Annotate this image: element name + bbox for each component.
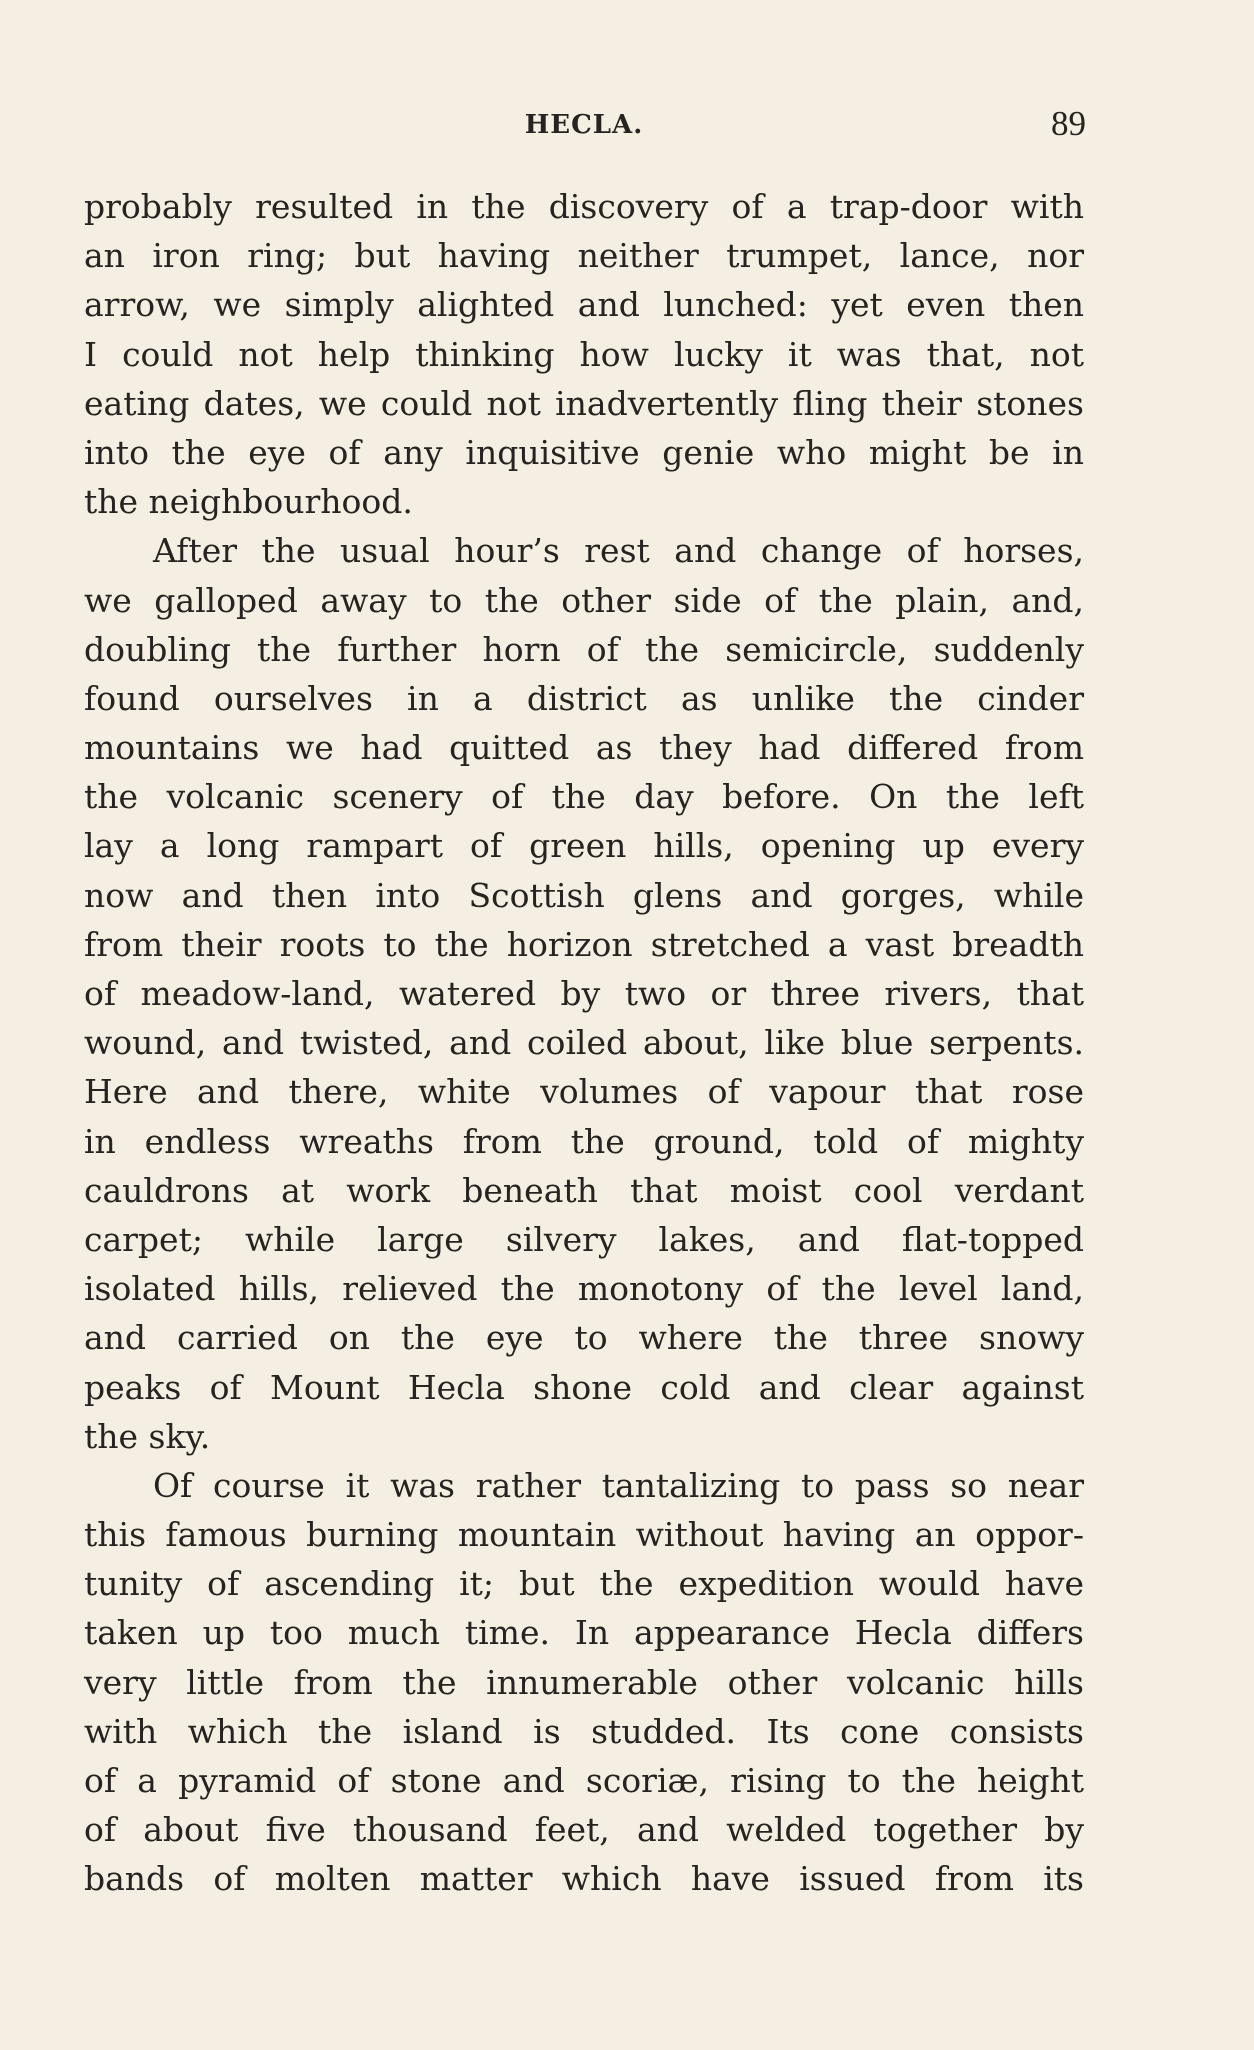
running-title: HECLA. (524, 110, 644, 140)
text-line: very little from the innumerable other volcanic hills (84, 1662, 1084, 1702)
text-line: Here and there, white volumes of vapour that rose (84, 1072, 1084, 1112)
text-line: cauldrons at work beneath that moist cool verdant (84, 1170, 1084, 1210)
text-line: taken up too much time. In appearance Hecla differs (84, 1613, 1084, 1653)
text-line: in endless wreaths from the ground, told of mighty (84, 1121, 1084, 1161)
text-line: found ourselves in a district as unlike the cinder (84, 678, 1084, 718)
text-line: I could not help thinking how lucky it was that, not (84, 334, 1084, 374)
text-line: peaks of Mount Hecla shone cold and clear against (84, 1367, 1084, 1407)
text-line: Of course it was rather tantalizing to pass so near (153, 1465, 1084, 1505)
text-line: wound, and twisted, and coiled about, like blue serpents. (84, 1023, 1084, 1063)
text-line: arrow, we simply alighted and lunched: yet even then (84, 285, 1084, 325)
text-line: of meadow-land, watered by two or three rivers, that (84, 974, 1084, 1013)
text-line: isolated hills, relieved the monotony of the level land, (84, 1269, 1084, 1309)
text-line: carpet; while large silvery lakes, and flat-topped (84, 1219, 1084, 1259)
text-line: bands of molten matter which have issued from its (84, 1859, 1084, 1899)
text-line: lay a long rampart of green hills, opening up every (84, 826, 1084, 866)
page-number: 89 (1051, 104, 1086, 143)
text-line: After the usual hour’s rest and change of horses, (153, 531, 1084, 571)
text-line: eating dates, we could not inadvertently fling their stones (84, 383, 1084, 423)
text-line: the sky. (84, 1416, 211, 1456)
text-line: tunity of ascending it; but the expedition would have (84, 1564, 1084, 1604)
text-line: of about five thousand feet, and welded together by (84, 1810, 1084, 1850)
text-line: doubling the further horn of the semicircle, suddenly (84, 629, 1084, 669)
text-line: from their roots to the horizon stretched a vast breadth (84, 924, 1084, 964)
body-text (84, 182, 1084, 1904)
text-line: probably resulted in the discovery of a trap-door with (84, 187, 1084, 226)
text-line: and carried on the eye to where the three snowy (84, 1318, 1084, 1358)
text-line: mountains we had quitted as they had differed from (84, 728, 1084, 768)
text-line: now and then into Scottish glens and gorges, while (84, 875, 1084, 915)
text-line: we galloped away to the other side of the plain, and, (84, 580, 1084, 620)
text-line: the neighbourhood. (84, 482, 413, 522)
text-line: the volcanic scenery of the day before. On the left (84, 777, 1084, 817)
text-line: with which the island is studded. Its cone consists (84, 1711, 1084, 1751)
running-head (84, 104, 1084, 152)
text-line: of a pyramid of stone and scoriæ, rising to the height (84, 1761, 1084, 1800)
text-line: an iron ring; but having neither trumpet, lance, nor (84, 236, 1084, 276)
text-line: this famous burning mountain without having an oppor- (84, 1515, 1084, 1555)
text-line: into the eye of any inquisitive genie who might be in (84, 432, 1084, 472)
